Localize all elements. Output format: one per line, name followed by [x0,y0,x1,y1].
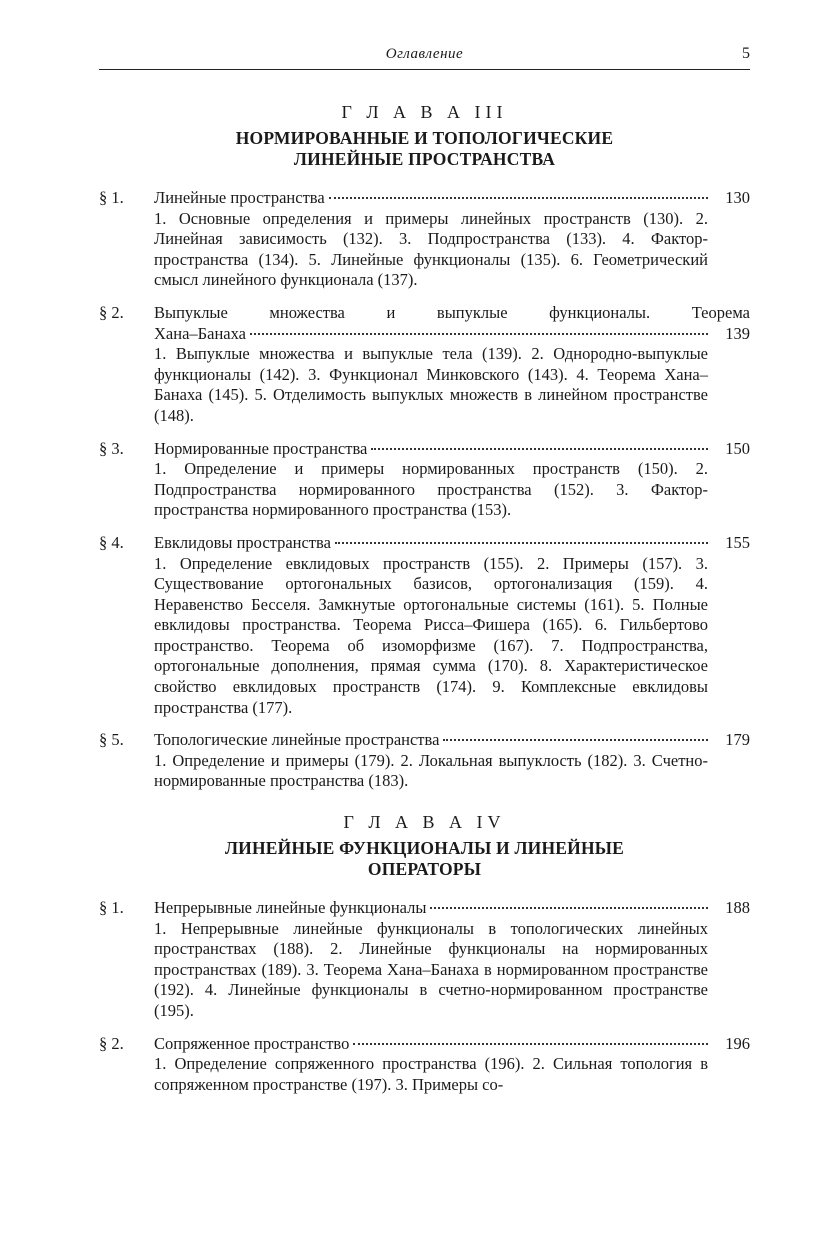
section-number: § 2. [99,302,124,322]
section-page: 139 [725,323,750,343]
dot-leader [371,448,708,450]
section-number: § 1. [99,898,124,918]
chapter-title [99,128,750,170]
section-subtopics: 1. Определение и примеры (179). 2. Локальная выпуклость (182). 3. Счетно-нормированные пространства (183). [154,750,708,791]
chapter-title-line: ОПЕРАТОРЫ [367,859,482,880]
section-title-first-line: Выпуклые множества и выпуклые функционалы. Теорема [154,302,750,322]
section-number: § 5. [99,730,124,750]
section-heading-line [154,533,750,554]
section-page: 155 [725,532,750,552]
chapter-title-line: ЛИНЕЙНЫЕ ПРОСТРАНСТВА [293,149,556,169]
section-title: Линейные пространства [154,188,325,207]
section-title: Хана–Банаха [154,323,246,343]
dot-leader [250,333,708,335]
chapter-label: Г Л А В А IV [343,812,506,833]
dot-leader [430,907,708,909]
section-title: Топологические линейные пространства [154,730,440,750]
running-title: Оглавление [385,46,464,62]
section-title: Сопряженное пространство [154,1033,350,1053]
toc-entry-ch4-s1[interactable] [99,898,750,1022]
section-title: Нормированные пространства [154,438,368,458]
section-body [154,898,750,1022]
running-header [99,0,750,70]
toc-entry-ch3-s1[interactable] [99,188,750,291]
section-subtopics: 1. Определение сопряженного пространства (196). 2. Сильная топология в сопряженном пространстве (197). 3. Примеры со- [154,1054,708,1094]
toc-entry-ch3-s5[interactable] [99,730,750,792]
section-body [154,439,750,521]
section-number: § 4. [99,532,124,552]
section-heading-line [154,324,750,345]
section-subtopics: 1. Непрерывные линейные функционалы в топологических линейных пространствах (188). 2. Линейные функционалы на нормированных пространствах (189). 3. Теорема Хана–Банаха в нормированном пространстве (192). 4. Линейные функционалы в счетно-нормированном пространстве (195). [154,918,708,1020]
chapter-title-line: ЛИНЕЙНЫЕ ФУНКЦИОНАЛЫ И ЛИНЕЙНЫЕ [224,838,625,859]
section-body [154,730,750,792]
section-page: 188 [725,898,750,918]
section-subtopics: 1. Выпуклые множества и выпуклые тела (139). 2. Однородно-выпуклые функционалы (142). 3. Функционал Минковского (143). 4. Теорема Хана–Банаха (145). 5. Отделимость выпуклых множеств в линейном пространстве (148). [154,344,708,425]
section-number: § 1. [99,188,124,207]
section-heading-line [154,1034,750,1055]
chapter-title-line: НОРМИРОВАННЫЕ И ТОПОЛОГИЧЕСКИЕ [235,128,614,148]
page-number: 5 [742,45,750,62]
section-subtopics: 1. Основные определения и примеры линейных пространств (130). 2. Линейная зависимость (132). 3. Подпространства (133). 4. Фактор-пространства (134). 5. Линейные функционалы (135). 6. Геометрический смысл линейного функционала (137). [154,208,708,290]
section-number: § 3. [99,438,124,458]
section-title: Евклидовы пространства [154,532,331,552]
chapter-title [99,838,750,880]
section-title: Непрерывные линейные функционалы [154,898,427,918]
section-page: 196 [725,1033,750,1053]
dot-leader [353,1043,708,1045]
section-body [154,533,750,718]
section-heading-line [154,898,750,919]
chapter-3-heading [99,101,750,170]
section-page: 130 [725,188,750,207]
chapter-label: Г Л А В А III [341,102,508,122]
section-heading-line [154,188,750,209]
toc-entry-ch4-s2[interactable] [99,1034,750,1096]
section-number: § 2. [99,1033,124,1053]
section-heading-line [154,730,750,751]
toc-entry-ch3-s4[interactable] [99,533,750,718]
section-body [154,1034,750,1096]
section-subtopics: 1. Определение и примеры нормированных пространств (150). 2. Подпространства нормированного пространства (152). 3. Фактор-пространства нормированного пространства (153). [154,459,708,520]
toc-entry-ch3-s3[interactable] [99,439,750,521]
dot-leader [329,197,708,199]
section-page: 150 [725,438,750,458]
section-body [154,188,750,291]
chapter-4-heading [99,811,750,880]
toc-entry-ch3-s2[interactable] [99,303,750,427]
dot-leader [443,739,708,741]
toc-page [99,0,750,1095]
section-subtopics: 1. Определение евклидовых пространств (155). 2. Примеры (157). 3. Существование ортогональных базисов, ортогонализация (159). 4. Неравенство Бесселя. Замкнутые ортогональные системы (161). 5. Полные евклидовы пространства. Теорема Рисса–Фишера (165). 6. Гильбертово пространство. Теорема об изоморфизме (167). 7. Подпространства, ортогональные дополнения, прямая сумма (170). 8. Характеристическое свойство евклидовых пространств (174). 9. Комплексные евклидовы пространства (177). [154,553,708,717]
section-page: 179 [725,730,750,750]
dot-leader [335,542,708,544]
section-body [154,303,750,427]
section-heading-line [154,439,750,460]
